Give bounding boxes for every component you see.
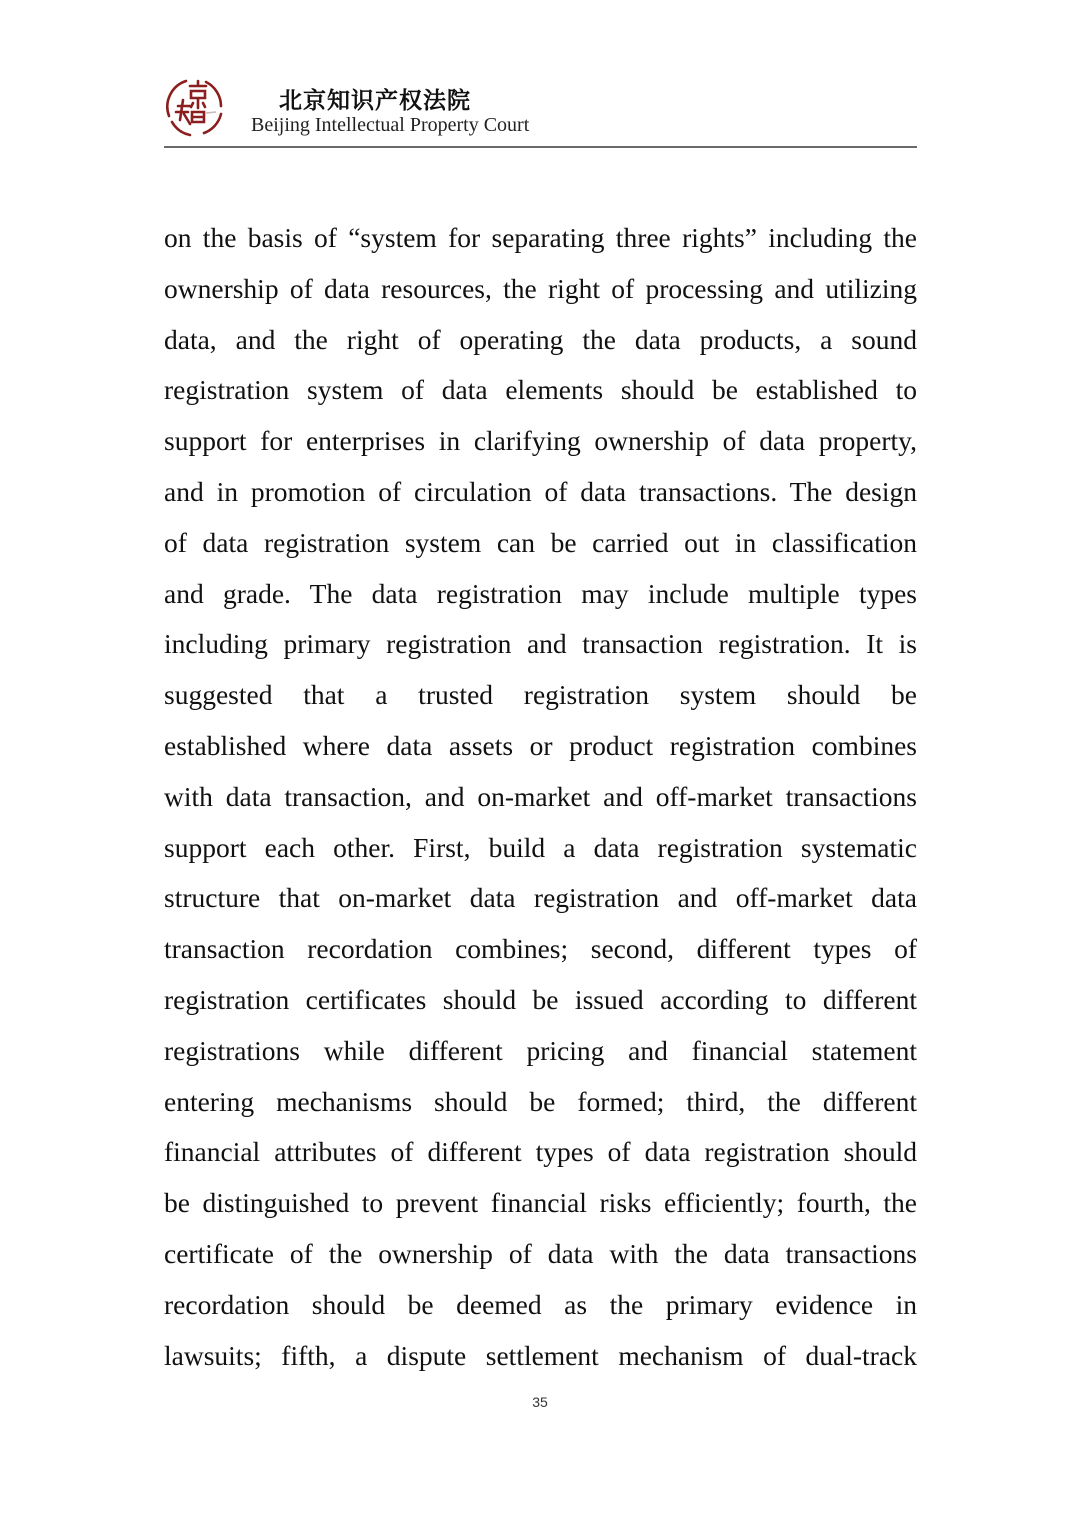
- text-line: data, and the right of operating the data products, a sound: [164, 323, 917, 355]
- text-line: suggested that a trusted registration system should be: [164, 679, 917, 711]
- text-line: support for enterprises in clarifying ownership of data property,: [164, 425, 917, 457]
- text-line: recordation should be deemed as the primary evidence in: [164, 1288, 917, 1320]
- text-line: and grade. The data registration may include multiple types: [164, 577, 917, 609]
- text-line: on the basis of “system for separating three rights” including the: [164, 222, 917, 253]
- text-line: entering mechanisms should be formed; third, the different: [164, 1085, 917, 1117]
- text-line: and in promotion of circulation of data transactions. The design: [164, 475, 917, 507]
- text-line: registration system of data elements should be established to: [164, 374, 917, 406]
- text-line: support each other. First, build a data registration systematic: [164, 831, 917, 863]
- text-line: ownership of data resources, the right of processing and utilizing: [164, 272, 917, 304]
- text-line: be distinguished to prevent financial risks efficiently; fourth, the: [164, 1187, 917, 1219]
- page-header: [164, 76, 917, 148]
- text-line: established where data assets or product registration combines: [164, 729, 917, 761]
- court-name-english: Beijing Intellectual Property Court: [251, 114, 530, 136]
- text-line: of data registration system can be carried out in classification: [164, 526, 917, 558]
- header-divider: [164, 146, 917, 148]
- text-line: lawsuits; fifth, a dispute settlement mechanism of dual-track: [164, 1339, 917, 1371]
- court-name-chinese: 北京知识产权法院: [279, 88, 471, 114]
- body-paragraph: [164, 213, 917, 1381]
- text-line: transaction recordation combines; second, different types of: [164, 933, 917, 965]
- text-line: financial attributes of different types of data registration should: [164, 1136, 917, 1168]
- court-seal-logo-icon: [164, 76, 226, 138]
- page-number: 35: [532, 1394, 548, 1410]
- text-line: with data transaction, and on-market and off-market transactions: [164, 780, 917, 812]
- text-line: certificate of the ownership of data with the data transactions: [164, 1237, 917, 1269]
- text-line: registrations while different pricing and financial statement: [164, 1034, 917, 1066]
- text-line: registration certificates should be issued according to different: [164, 983, 917, 1015]
- text-line: including primary registration and transaction registration. It is: [164, 628, 917, 660]
- text-line: structure that on-market data registration and off-market data: [164, 882, 917, 914]
